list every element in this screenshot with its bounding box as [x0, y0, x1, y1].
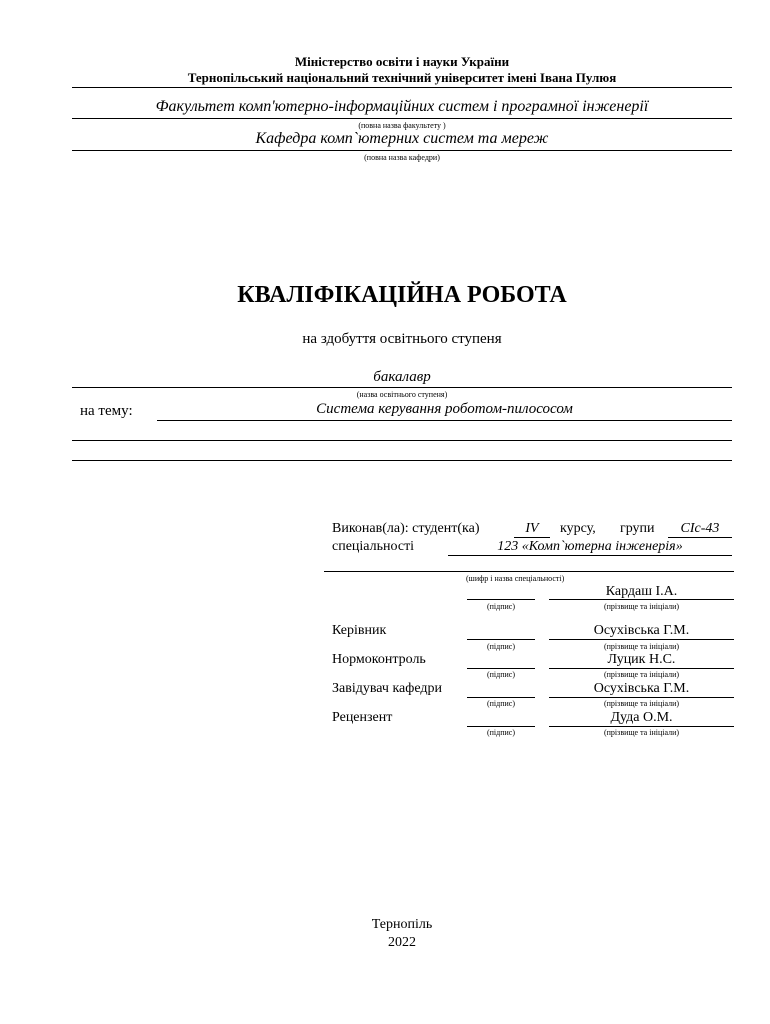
department-name: Кафедра комп`ютерних систем та мереж [255, 130, 549, 147]
specialty-value: 123 «Комп`ютерна інженерія» [497, 539, 683, 554]
group-value: СІс-43 [680, 521, 720, 536]
name-caption: (прізвище та ініціали) [603, 602, 680, 611]
ministry-name: Міністерство освіти і науки України [294, 54, 510, 69]
role-name-reviewer: Дуда О.М. [610, 710, 673, 725]
faculty-underline [72, 118, 732, 119]
name-caption: (прізвище та ініціали) [603, 642, 680, 651]
department-caption: (повна назва кафедри) [364, 153, 440, 162]
name-caption: (прізвище та ініціали) [603, 670, 680, 679]
signature-caption: (підпис) [486, 728, 515, 737]
role-label-reviewer: Рецензент [332, 710, 393, 725]
signature-line [467, 668, 535, 669]
degree-underline [72, 387, 732, 388]
signature-caption: (підпис) [486, 642, 515, 651]
signature-caption: (підпис) [486, 602, 515, 611]
topic-underline [157, 420, 732, 421]
degree-value: бакалавр [373, 369, 431, 385]
group-underline [668, 537, 732, 538]
group-label: групи [620, 521, 655, 536]
role-label-normcontrol: Нормоконтроль [332, 652, 426, 667]
footer-city: Тернопіль [371, 917, 433, 932]
name-line [549, 639, 734, 640]
signature-line [467, 639, 535, 640]
name-line [549, 697, 734, 698]
specialty-code-line [324, 571, 734, 572]
topic-blank-line-2 [72, 460, 732, 461]
topic-blank-line-1 [72, 440, 732, 441]
student-signature-line [467, 599, 535, 600]
course-value: IV [525, 521, 539, 536]
signature-line [467, 697, 535, 698]
footer-year: 2022 [388, 935, 416, 950]
role-name-supervisor: Осухівська Г.М. [593, 623, 690, 638]
student-name-line [549, 599, 734, 600]
course-underline [514, 537, 550, 538]
specialty-underline [448, 555, 732, 556]
name-caption: (прізвище та ініціали) [603, 728, 680, 737]
role-name-normcontrol: Луцик Н.С. [607, 652, 676, 667]
name-line [549, 726, 734, 727]
student-name: Кардаш І.А. [605, 584, 678, 599]
signature-line [467, 726, 535, 727]
degree-caption: (назва освітнього ступеня) [356, 390, 448, 399]
role-name-head: Осухівська Г.М. [593, 681, 690, 696]
document-subtitle: на здобуття освітнього ступеня [302, 331, 502, 347]
name-caption: (прізвище та ініціали) [603, 699, 680, 708]
topic-value: Система керування роботом-пилососом [316, 401, 573, 417]
faculty-caption: (повна назва факультету ) [358, 121, 446, 130]
role-label-head: Завідувач кафедри [332, 681, 442, 696]
university-name: Тернопільський національний технічний університет імені Івана Пулюя [187, 70, 617, 85]
name-line [549, 668, 734, 669]
header-underline [72, 87, 732, 88]
document-title: КВАЛІФІКАЦІЙНА РОБОТА [237, 282, 567, 308]
signature-caption: (підпис) [486, 699, 515, 708]
performed-label: Виконав(ла): студент(ка) [332, 521, 480, 536]
specialty-label: спеціальності [332, 539, 415, 554]
role-label-supervisor: Керівник [332, 623, 387, 638]
signature-caption: (підпис) [486, 670, 515, 679]
department-underline [72, 150, 732, 151]
topic-label: на тему: [80, 403, 133, 419]
faculty-name: Факультет комп'ютерно-інформаційних систем і програмної інженерії [155, 98, 649, 115]
specialty-caption: (шифр і назва спеціальності) [466, 574, 565, 583]
course-label: курсу, [560, 521, 596, 536]
